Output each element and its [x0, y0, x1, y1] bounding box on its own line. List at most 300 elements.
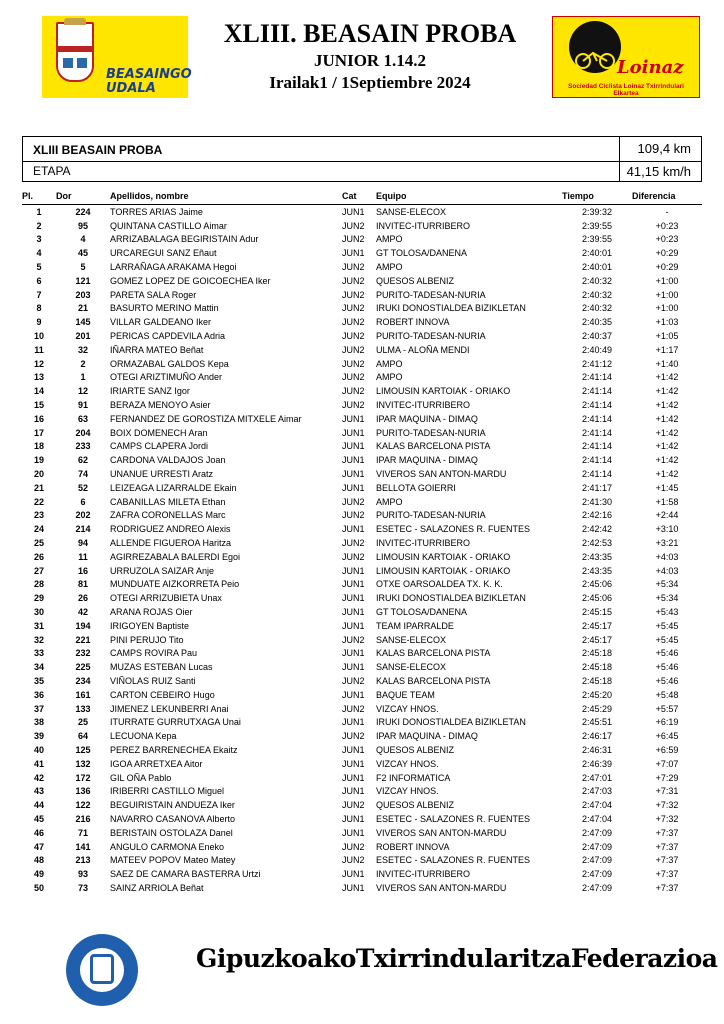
table-row — [22, 674, 702, 688]
cell-category: JUN2 — [342, 855, 365, 866]
cell-rider-name: IRIGOYEN Baptiste — [110, 620, 190, 631]
table-row — [22, 426, 702, 440]
cell-gap: +1:45 — [655, 482, 679, 493]
cell-bib: 64 — [77, 731, 88, 742]
cell-team: TEAM IPARRALDE — [376, 620, 454, 631]
cell-category: JUN2 — [342, 634, 365, 645]
cell-bib: 5 — [80, 262, 86, 273]
cell-rider-name: ARANA ROJAS Oier — [110, 607, 193, 617]
cell-time: 2:41:14 — [581, 386, 613, 397]
cell-position: 21 — [33, 482, 44, 493]
cell-category: JUN1 — [342, 717, 365, 728]
cell-bib: 93 — [77, 869, 88, 880]
cell-rider-name: GIL OÑA Pablo — [110, 772, 172, 783]
table-row — [22, 219, 702, 233]
cell-category: JUN2 — [342, 303, 365, 314]
cell-rider-name: TORRES ARIAS Jaime — [110, 206, 203, 217]
col-header-time: Tiempo — [562, 188, 632, 205]
cell-position: 6 — [36, 275, 42, 286]
race-title: XLIII. BEASAIN PROBA — [223, 19, 517, 48]
cell-category: JUN1 — [342, 620, 365, 631]
cell-category: JUN2 — [342, 551, 365, 562]
cell-category: JUN1 — [342, 427, 365, 438]
cell-time: 2:41:17 — [581, 482, 613, 493]
cell-time: 2:41:14 — [581, 427, 613, 438]
cell-time: 2:41:14 — [581, 469, 613, 480]
loinaz-subtitle: Sociedad Ciclista Loinaz Txirrindulari Elkartea — [568, 83, 684, 97]
cell-team: AMPO — [376, 496, 403, 507]
cell-position: 30 — [33, 607, 44, 617]
cell-gap: +1:17 — [655, 344, 679, 355]
cell-category: JUN1 — [342, 413, 365, 424]
cell-time: 2:45:15 — [581, 607, 613, 617]
cell-team: VIVEROS SAN ANTON-MARDU — [376, 827, 507, 838]
cell-bib: 26 — [77, 593, 88, 604]
col-header-category: Cat — [342, 188, 376, 205]
cell-team: SANSE-ELECOX — [376, 634, 447, 645]
cell-rider-name: CARDONA VALDAJOS Joan — [110, 455, 226, 466]
cell-bib: 201 — [75, 331, 91, 342]
cell-time: 2:47:09 — [581, 882, 613, 893]
table-row — [22, 481, 702, 495]
cell-gap: +0:29 — [655, 262, 679, 273]
cell-position: 50 — [33, 882, 44, 893]
cell-category: JUN1 — [342, 579, 365, 590]
cell-time: 2:47:09 — [581, 855, 613, 866]
cell-gap: +1:42 — [655, 441, 679, 452]
cell-team: KALAS BARCELONA PISTA — [376, 648, 491, 659]
cell-bib: 45 — [77, 248, 88, 259]
cell-time: 2:45:29 — [581, 703, 613, 714]
cell-category: JUN2 — [342, 317, 365, 328]
cell-bib: 122 — [75, 800, 91, 811]
cell-category: JUN2 — [342, 372, 365, 383]
cell-category: JUN1 — [342, 524, 365, 535]
cell-bib: 232 — [75, 648, 91, 659]
cell-category: JUN2 — [342, 400, 365, 411]
cell-gap: +5:46 — [655, 675, 679, 686]
cell-position: 3 — [36, 234, 42, 245]
cell-bib: 73 — [77, 882, 88, 893]
table-row — [22, 840, 702, 854]
cell-position: 49 — [33, 869, 44, 880]
race-info-box — [22, 136, 702, 182]
cell-gap: +6:59 — [655, 744, 679, 755]
cell-rider-name: SAEZ DE CAMARA BASTERRA Urtzi — [110, 869, 261, 880]
beasain-udala-logo — [42, 16, 192, 98]
cell-bib: 194 — [75, 620, 91, 631]
cell-rider-name: VILLAR GALDEANO Iker — [110, 317, 212, 328]
cell-category: JUN1 — [342, 882, 365, 893]
cell-position: 40 — [33, 744, 44, 755]
cell-rider-name: URRUZOLA SAIZAR Anje — [110, 565, 215, 576]
cell-rider-name: PEREZ BARRENECHEA Ekaitz — [110, 744, 238, 755]
cell-bib: 81 — [77, 579, 88, 590]
table-row — [22, 591, 702, 605]
table-row — [22, 384, 702, 398]
cell-bib: 202 — [75, 510, 91, 521]
cell-gap: +5:45 — [655, 634, 679, 645]
cell-bib: 234 — [75, 675, 91, 686]
cell-team: GT TOLOSA/DANENA — [376, 607, 468, 617]
cell-gap: +7:32 — [655, 800, 679, 811]
cell-time: 2:41:14 — [581, 372, 613, 383]
cell-bib: 214 — [75, 524, 91, 535]
coat-of-arms-icon — [56, 22, 94, 82]
cell-team: INVITEC-ITURRIBERO — [376, 220, 471, 231]
cell-position: 9 — [36, 317, 42, 328]
cell-gap: +7:07 — [655, 758, 679, 769]
cell-team: LIMOUSIN KARTOIAK - ORIAKO — [376, 386, 511, 397]
cell-gap: +6:45 — [655, 731, 679, 742]
table-row — [22, 412, 702, 426]
cell-position: 7 — [36, 289, 42, 300]
cell-bib: 32 — [77, 344, 88, 355]
cell-rider-name: IRIARTE SANZ Igor — [110, 386, 190, 397]
table-row — [22, 633, 702, 647]
cell-time: 2:43:35 — [581, 565, 613, 576]
cell-team: AMPO — [376, 372, 403, 383]
cell-rider-name: CAMPS ROVIRA Pau — [110, 648, 198, 659]
cell-gap: +1:42 — [655, 372, 679, 383]
cell-time: 2:40:37 — [581, 331, 613, 342]
cell-position: 45 — [33, 813, 44, 824]
table-row — [22, 440, 702, 454]
cell-position: 10 — [33, 331, 44, 342]
cell-bib: 121 — [75, 275, 91, 286]
col-header-position: Pl. — [22, 188, 56, 205]
cell-rider-name: ALLENDE FIGUEROA Haritza — [110, 538, 232, 549]
cell-rider-name: VIÑOLAS RUIZ Santi — [110, 675, 196, 686]
stage-label: ETAPA — [33, 164, 71, 178]
cell-team: KALAS BARCELONA PISTA — [376, 441, 491, 452]
table-row — [22, 743, 702, 757]
cell-rider-name: MUZAS ESTEBAN Lucas — [110, 662, 213, 673]
cell-gap: +1:00 — [655, 303, 679, 314]
table-row — [22, 398, 702, 412]
cell-gap: +7:37 — [655, 882, 679, 893]
col-header-bib: Dor — [56, 188, 110, 205]
cell-gap: +7:37 — [655, 827, 679, 838]
cell-bib: 63 — [77, 413, 88, 424]
cell-category: JUN2 — [342, 344, 365, 355]
cell-team: AMPO — [376, 234, 403, 245]
cell-position: 22 — [33, 496, 44, 507]
cell-category: JUN2 — [342, 386, 365, 397]
cell-gap: +5:34 — [655, 579, 679, 590]
cell-team: PURITO-TADESAN-NURIA — [376, 289, 486, 300]
cell-category: JUN1 — [342, 689, 365, 700]
cell-gap: +7:37 — [655, 841, 679, 852]
cell-team: ROBERT INNOVA — [376, 841, 450, 852]
cell-gap: +7:32 — [655, 813, 679, 824]
cell-time: 2:47:01 — [581, 772, 613, 783]
cell-time: 2:47:09 — [581, 827, 613, 838]
cell-category: JUN1 — [342, 593, 365, 604]
bicycle-icon — [575, 51, 615, 69]
cell-time: 2:45:20 — [581, 689, 613, 700]
cell-bib: 161 — [75, 689, 91, 700]
cell-team: F2 INFORMATICA — [376, 772, 451, 783]
table-row — [22, 329, 702, 343]
cell-team: IPAR MAQUINA - DIMAQ — [376, 455, 478, 466]
cell-time: 2:41:30 — [581, 496, 613, 507]
cell-bib: 203 — [75, 289, 91, 300]
cell-team: IPAR MAQUINA - DIMAQ — [376, 731, 478, 742]
cell-category: JUN1 — [342, 469, 365, 480]
loinaz-brand: Loinaz — [617, 57, 684, 78]
cell-time: 2:41:14 — [581, 413, 613, 424]
cell-rider-name: IGOA ARRETXEA Aitor — [110, 758, 203, 769]
table-row — [22, 288, 702, 302]
cell-position: 14 — [33, 386, 44, 397]
table-row — [22, 729, 702, 743]
cell-category: JUN2 — [342, 731, 365, 742]
cell-rider-name: PARETA SALA Roger — [110, 289, 197, 300]
cell-team: GT TOLOSA/DANENA — [376, 248, 468, 259]
table-row — [22, 550, 702, 564]
race-name: XLIII BEASAIN PROBA — [33, 143, 163, 157]
cell-time: 2:42:16 — [581, 510, 613, 521]
table-row — [22, 343, 702, 357]
cell-team: ESETEC - SALAZONES R. FUENTES — [376, 524, 531, 535]
table-row — [22, 853, 702, 867]
cell-position: 42 — [33, 772, 44, 783]
cell-time: 2:40:49 — [581, 344, 613, 355]
cell-rider-name: AGIRREZABALA BALERDI Egoi — [110, 551, 241, 562]
cell-bib: 213 — [75, 855, 91, 866]
cell-rider-name: URCAREGUI SANZ Eñaut — [110, 248, 217, 259]
table-row — [22, 453, 702, 467]
cell-position: 33 — [33, 648, 44, 659]
cell-position: 35 — [33, 675, 44, 686]
cell-team: KALAS BARCELONA PISTA — [376, 675, 491, 686]
table-row — [22, 495, 702, 509]
cell-category: JUN1 — [342, 565, 365, 576]
cell-bib: 1 — [80, 372, 86, 383]
cell-category: JUN2 — [342, 220, 365, 231]
table-row — [22, 757, 702, 771]
cell-bib: 12 — [77, 386, 88, 397]
table-row — [22, 536, 702, 550]
cell-position: 39 — [33, 731, 44, 742]
table-row — [22, 509, 702, 523]
cell-position: 44 — [33, 800, 44, 811]
cell-gap: +1:42 — [655, 455, 679, 466]
federation-emblem-icon — [90, 954, 114, 984]
cell-time: 2:47:03 — [581, 786, 613, 797]
cell-category: JUN2 — [342, 331, 365, 342]
cell-position: 29 — [33, 593, 44, 604]
table-row — [22, 881, 702, 895]
cell-rider-name: PINI PERUJO Tito — [110, 634, 184, 645]
cell-category: JUN1 — [342, 758, 365, 769]
cell-position: 26 — [33, 551, 44, 562]
results-table — [22, 188, 702, 895]
cell-time: 2:41:14 — [581, 455, 613, 466]
cell-rider-name: QUINTANA CASTILLO Aimar — [110, 220, 227, 231]
col-header-team: Equipo — [376, 188, 562, 205]
cell-gap: +4:03 — [655, 551, 679, 562]
cell-time: 2:40:35 — [581, 317, 613, 328]
cell-gap: +5:46 — [655, 662, 679, 673]
cell-team: PURITO-TADESAN-NURIA — [376, 510, 486, 521]
cell-team: VIVEROS SAN ANTON-MARDU — [376, 469, 507, 480]
cell-time: 2:40:32 — [581, 275, 613, 286]
cell-rider-name: ITURRATE GURRUTXAGA Unai — [110, 717, 241, 728]
cell-position: 27 — [33, 565, 44, 576]
table-row — [22, 260, 702, 274]
cell-team: VIZCAY HNOS. — [376, 703, 439, 714]
cell-bib: 16 — [77, 565, 88, 576]
cell-team: QUESOS ALBENIZ — [376, 744, 455, 755]
cell-time: 2:46:39 — [581, 758, 613, 769]
cell-time: 2:47:09 — [581, 841, 613, 852]
cell-team: INVITEC-ITURRIBERO — [376, 869, 471, 880]
cell-position: 17 — [33, 427, 44, 438]
cell-category: JUN2 — [342, 703, 365, 714]
cell-category: JUN1 — [342, 455, 365, 466]
table-row — [22, 578, 702, 592]
cell-position: 8 — [36, 303, 42, 314]
cell-team: ESETEC - SALAZONES R. FUENTES — [376, 813, 531, 824]
race-category: JUNIOR 1.14.2 — [314, 51, 426, 70]
cell-bib: 141 — [75, 841, 91, 852]
cell-category: JUN1 — [342, 827, 365, 838]
cell-bib: 221 — [75, 634, 91, 645]
cell-team: BELLOTA GOIERRI — [376, 482, 456, 493]
cell-time: 2:42:42 — [581, 524, 613, 535]
table-row — [22, 784, 702, 798]
cell-time: 2:40:32 — [581, 289, 613, 300]
cell-rider-name: CAMPS CLAPERA Jordi — [110, 441, 209, 452]
federation-name: GipuzkoakoTxirrindularitzaFederazioa — [196, 944, 718, 973]
cell-bib: 133 — [75, 703, 91, 714]
cell-rider-name: CABANILLAS MILETA Ethan — [110, 496, 226, 507]
table-row — [22, 302, 702, 316]
cell-bib: 94 — [77, 538, 88, 549]
table-row — [22, 812, 702, 826]
cell-category: JUN1 — [342, 744, 365, 755]
cell-rider-name: IÑARRA MATEO Beñat — [110, 344, 204, 355]
cell-position: 1 — [36, 206, 42, 217]
cell-gap: +1:42 — [655, 413, 679, 424]
cell-gap: +1:00 — [655, 289, 679, 300]
cell-team: SANSE-ELECOX — [376, 662, 447, 673]
cell-gap: +7:37 — [655, 869, 679, 880]
cell-rider-name: BERISTAIN OSTOLAZA Danel — [110, 827, 233, 838]
cell-gap: +5:45 — [655, 620, 679, 631]
cell-gap: +5:48 — [655, 689, 679, 700]
cell-position: 38 — [33, 717, 44, 728]
cell-position: 20 — [33, 469, 44, 480]
cell-rider-name: NAVARRO CASANOVA Alberto — [110, 813, 236, 824]
table-row — [22, 371, 702, 385]
table-row — [22, 867, 702, 881]
cell-time: 2:40:01 — [581, 248, 613, 259]
cell-bib: 52 — [77, 482, 88, 493]
cell-bib: 132 — [75, 758, 91, 769]
cell-bib: 224 — [75, 206, 91, 217]
cell-team: VIZCAY HNOS. — [376, 786, 439, 797]
cell-time: 2:45:06 — [581, 579, 613, 590]
cell-gap: +0:23 — [655, 234, 679, 245]
cell-gap: +1:03 — [655, 317, 679, 328]
cell-team: AMPO — [376, 262, 403, 273]
cell-position: 23 — [33, 510, 44, 521]
cell-bib: 4 — [80, 234, 86, 245]
table-row — [22, 702, 702, 716]
cell-bib: 95 — [77, 220, 88, 231]
table-row — [22, 233, 702, 247]
cell-time: 2:45:18 — [581, 662, 613, 673]
cell-position: 15 — [33, 400, 44, 411]
cell-time: 2:42:53 — [581, 538, 613, 549]
cell-time: 2:47:09 — [581, 869, 613, 880]
cell-bib: 172 — [75, 772, 91, 783]
cell-team: SANSE-ELECOX — [376, 206, 447, 217]
cell-team: ULMA - ALOÑA MENDI — [376, 344, 470, 355]
cell-gap: +5:57 — [655, 703, 679, 714]
left-logo-line2: UDALA — [106, 81, 156, 96]
cell-position: 18 — [33, 441, 44, 452]
cell-team: IRUKI DONOSTIALDEA BIZIKLETAN — [376, 593, 526, 604]
cell-bib: 136 — [75, 786, 91, 797]
cell-gap: +5:34 — [655, 593, 679, 604]
col-header-name: Apellidos, nombre — [110, 188, 342, 205]
cell-gap: +1:05 — [655, 331, 679, 342]
cell-team: LIMOUSIN KARTOIAK - ORIAKO — [376, 565, 511, 576]
cell-position: 5 — [36, 262, 42, 273]
average-speed: 41,15 km/h — [626, 164, 691, 179]
cell-position: 48 — [33, 855, 44, 866]
cell-gap: +1:42 — [655, 469, 679, 480]
cell-rider-name: BOIX DOMENECH Aran — [110, 427, 208, 438]
loinaz-club-logo — [552, 16, 700, 98]
cell-time: 2:39:55 — [581, 234, 613, 245]
cell-team: QUESOS ALBENIZ — [376, 800, 455, 811]
cell-rider-name: IRIBERRI CASTILLO Miguel — [110, 786, 225, 797]
cell-bib: 125 — [75, 744, 91, 755]
cell-team: BAQUE TEAM — [376, 689, 435, 700]
table-header-row — [22, 188, 702, 205]
cell-time: 2:40:01 — [581, 262, 613, 273]
cell-gap: +0:29 — [655, 248, 679, 259]
cell-bib: 233 — [75, 441, 91, 452]
cell-bib: 204 — [75, 427, 91, 438]
cell-time: 2:46:31 — [581, 744, 613, 755]
cell-position: 2 — [36, 220, 42, 231]
cell-position: 34 — [33, 662, 44, 673]
cell-time: 2:41:12 — [581, 358, 613, 369]
cell-team: VIVEROS SAN ANTON-MARDU — [376, 882, 507, 893]
cell-team: INVITEC-ITURRIBERO — [376, 400, 471, 411]
cell-team: QUESOS ALBENIZ — [376, 275, 455, 286]
cell-category: JUN1 — [342, 786, 365, 797]
cell-rider-name: ORMAZABAL GALDOS Kepa — [110, 358, 229, 369]
left-logo-line1: BEASAINGO — [106, 67, 192, 82]
table-row — [22, 274, 702, 288]
cell-gap: +2:44 — [655, 510, 679, 521]
cell-rider-name: ARRIZABALAGA BEGIRISTAIN Adur — [110, 234, 259, 245]
cell-category: JUN2 — [342, 262, 365, 273]
cell-category: JUN2 — [342, 675, 365, 686]
table-row — [22, 798, 702, 812]
table-row — [22, 715, 702, 729]
cell-category: JUN1 — [342, 813, 365, 824]
cell-team: PURITO-TADESAN-NURIA — [376, 427, 486, 438]
cell-team: VIZCAY HNOS. — [376, 758, 439, 769]
